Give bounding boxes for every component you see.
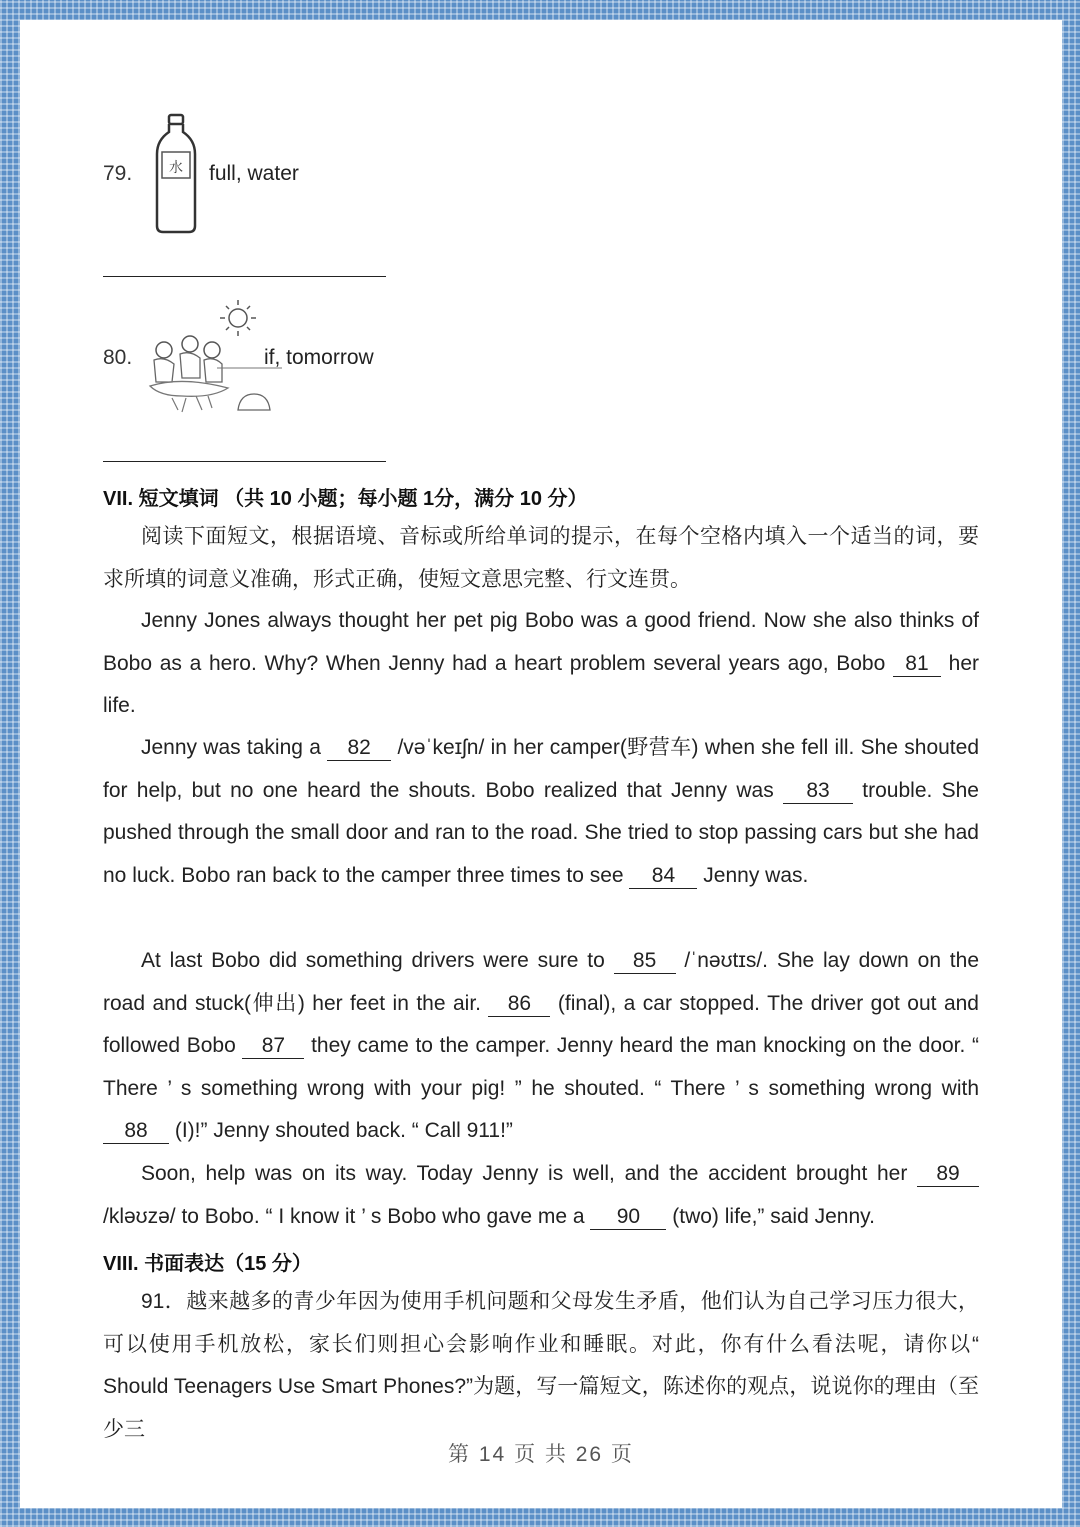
item-80-answer-line[interactable] — [103, 461, 386, 462]
item-79-hint: full, water — [209, 162, 299, 185]
passage-paragraph-1: Jenny Jones always thought her pet pig Bobo was a good friend. Now she also thinks of Bobo as a hero. Why? When Jenny had a heart problem several years ago, Bobo 81 her life. — [103, 609, 980, 717]
blank-87[interactable]: 87 — [242, 1034, 304, 1059]
item-79-answer-line[interactable] — [103, 276, 386, 277]
blank-83[interactable]: 83 — [783, 779, 853, 804]
section-7-title: VII. 短文填词 （共 10 小题；每小题 1分，满分 10 分） — [103, 488, 588, 510]
blank-86[interactable]: 86 — [488, 992, 550, 1017]
blank-88[interactable]: 88 — [103, 1119, 169, 1144]
question-91-prompt: 91．越来越多的青少年因为使用手机问题和父母发生矛盾，他们认为自己学习压力很大，可以使用手机放松，家长们则担心会影响作业和睡眠。对此，你有什么看法呢，请你以“ Should Teenagers Use Smart Phones?”为题，写一篇短文，陈述你的观点，说说你的理由（至少三 — [103, 1290, 979, 1441]
water-bottle-icon — [150, 112, 202, 236]
picnic-sun-icon — [142, 298, 272, 418]
section-8-title: VIII. 书面表达（15 分） — [103, 1253, 312, 1275]
bottle-label: 水 — [169, 160, 183, 176]
section-7-instruction: 阅读下面短文，根据语境、音标或所给单词的提示，在每个空格内填入一个适当的词，要求所填的词意义准确，形式正确，使短文意思完整、行文连贯。 — [103, 525, 979, 591]
item-80-hint: if, tomorrow — [264, 346, 374, 369]
page-number: 第 14 页 共 26 页 — [448, 1443, 634, 1466]
exam-page — [20, 20, 1062, 1508]
item-80-number: 80. — [103, 346, 133, 369]
passage-paragraph-4: Soon, help was on its way. Today Jenny is well, and the accident brought her 89 /kləʊzə/ to Bobo. “ I know it ’ s Bobo who gave me a 90 (two) life,” said Jenny. — [103, 1153, 979, 1238]
blank-89[interactable]: 89 — [917, 1162, 979, 1187]
item-79-number: 79. — [103, 162, 133, 185]
passage-paragraph-2: Jenny was taking a 82 /vəˈkeɪʃn/ in her camper(野营车) when she fell ill. She shouted for help, but no one heard the shouts. Bobo realized that Jenny was 83 trouble. She pushed through the small door and ran to the road. She tried to stop passing cars but she had no luck. Bobo ran back to the camper three times to see 84 Jenny was. — [103, 736, 980, 887]
blank-85[interactable]: 85 — [614, 949, 676, 974]
blank-81[interactable]: 81 — [893, 652, 941, 677]
blank-90[interactable]: 90 — [590, 1205, 666, 1230]
blank-84[interactable]: 84 — [629, 864, 697, 889]
passage-paragraph-3: At last Bobo did something drivers were sure to 85 /ˈnəʊtɪs/. She lay down on the road and stuck(伸出) her feet in the air. 86 (final), a car stopped. The driver got out and followed Bobo 87 they came to the camper. Jenny heard the man knocking on the door. “ There ’ s something wrong with your pig! ” he shouted. “ There ’ s something wrong with 88 (I)!” Jenny shouted back. “ Call 911!” — [103, 949, 980, 1142]
blank-82[interactable]: 82 — [327, 736, 391, 761]
